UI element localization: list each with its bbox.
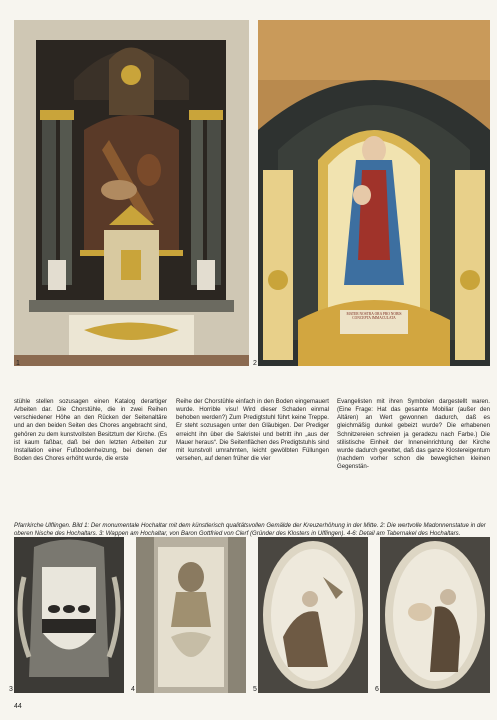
article-column-3: Evangelisten mit ihren Symbolen dargestellt waren. (Eine Frage: Hat das gesamte Mobiliar (außer den Altären) an Wert gewonnen dadurch, daß es gleichmäßig dunkel gebeizt wurde? Die erhabenen Schnitzereien schreien ja geradezu nach Farbe.) Die stilistische Einheit der Inneneinrichtung der Kirche wurde dadurch gerettet, daß das ganze Klostereigentum (nachdem vorher schon die beweglichen kleinen Gegenstän- (337, 398, 490, 471)
photo-high-altar (14, 20, 249, 366)
article-column-1: stühle stellen sozusagen einen Katalog derartiger Arbeiten dar. Die Chorstühle, die in zwei Reihen verschiedener Höhe an den Rücken der Seitenaltäre und an den beiden Seiten des Chores angebracht sind, gehören zu dem kunstvollsten Besitztum der Kirche. (Es ist kaum faßbar, daß bei den letzten Arbeiten zur Installation einer Fußbodenheizung, bei denen der Boden des Chores erhöht wurde, die erste (14, 398, 167, 463)
photo-caption: Pfarrkirche Ulflingen. Bild 1: Der monumentale Hochaltar mit dem künstlerisch qualitätsvollen Gemälde der Kreuzerhöhung in der Mitte. 2: Die wertvolle Madonnenstatue in der oberen Nische des Hochaltars. 3: Wappen am Hochaltar, von Baron Gottfried von Clerf (Gründer des Klosters in Ulflingen). 4-6: Detail am Tabernakel des Hochaltars. (14, 522, 486, 538)
photo-tabernacle-detail-3 (380, 537, 490, 693)
photo-number: 2 (253, 360, 257, 367)
photo-number: 1 (16, 360, 20, 367)
photo-madonna-statue (258, 20, 490, 366)
photo-number: 4 (131, 686, 135, 693)
photo-number: 6 (375, 686, 379, 693)
photo-number: 3 (9, 686, 13, 693)
photo-tabernacle-detail-1 (136, 537, 246, 693)
photo-tabernacle-detail-2 (258, 537, 368, 693)
statue-inscription: MATER NOSTRA ORA PRO NOBIS CONCEPTA IMMACULATA (346, 312, 402, 321)
photo-number: 5 (253, 686, 257, 693)
photo-coat-of-arms (14, 537, 124, 693)
page-number: 44 (14, 703, 22, 710)
article-column-2: Reihe der Chorstühle einfach in den Boden eingemauert wurde. Horrible visu! Wird dieser Schaden einmal behoben werden?) Zum Predigtstuhl führt keine Treppe. Er steht sozusagen unter den Gläubigen. Der Prediger erreicht ihn über die Sakristei und betritt ihn „aus der Mauer heraus“. Die Seitenflächen des Predigtstuhls sind mit kunstvoll umrahmten, leicht gewölbten Füllungen versehen, auf denen früher die vier (176, 398, 329, 463)
